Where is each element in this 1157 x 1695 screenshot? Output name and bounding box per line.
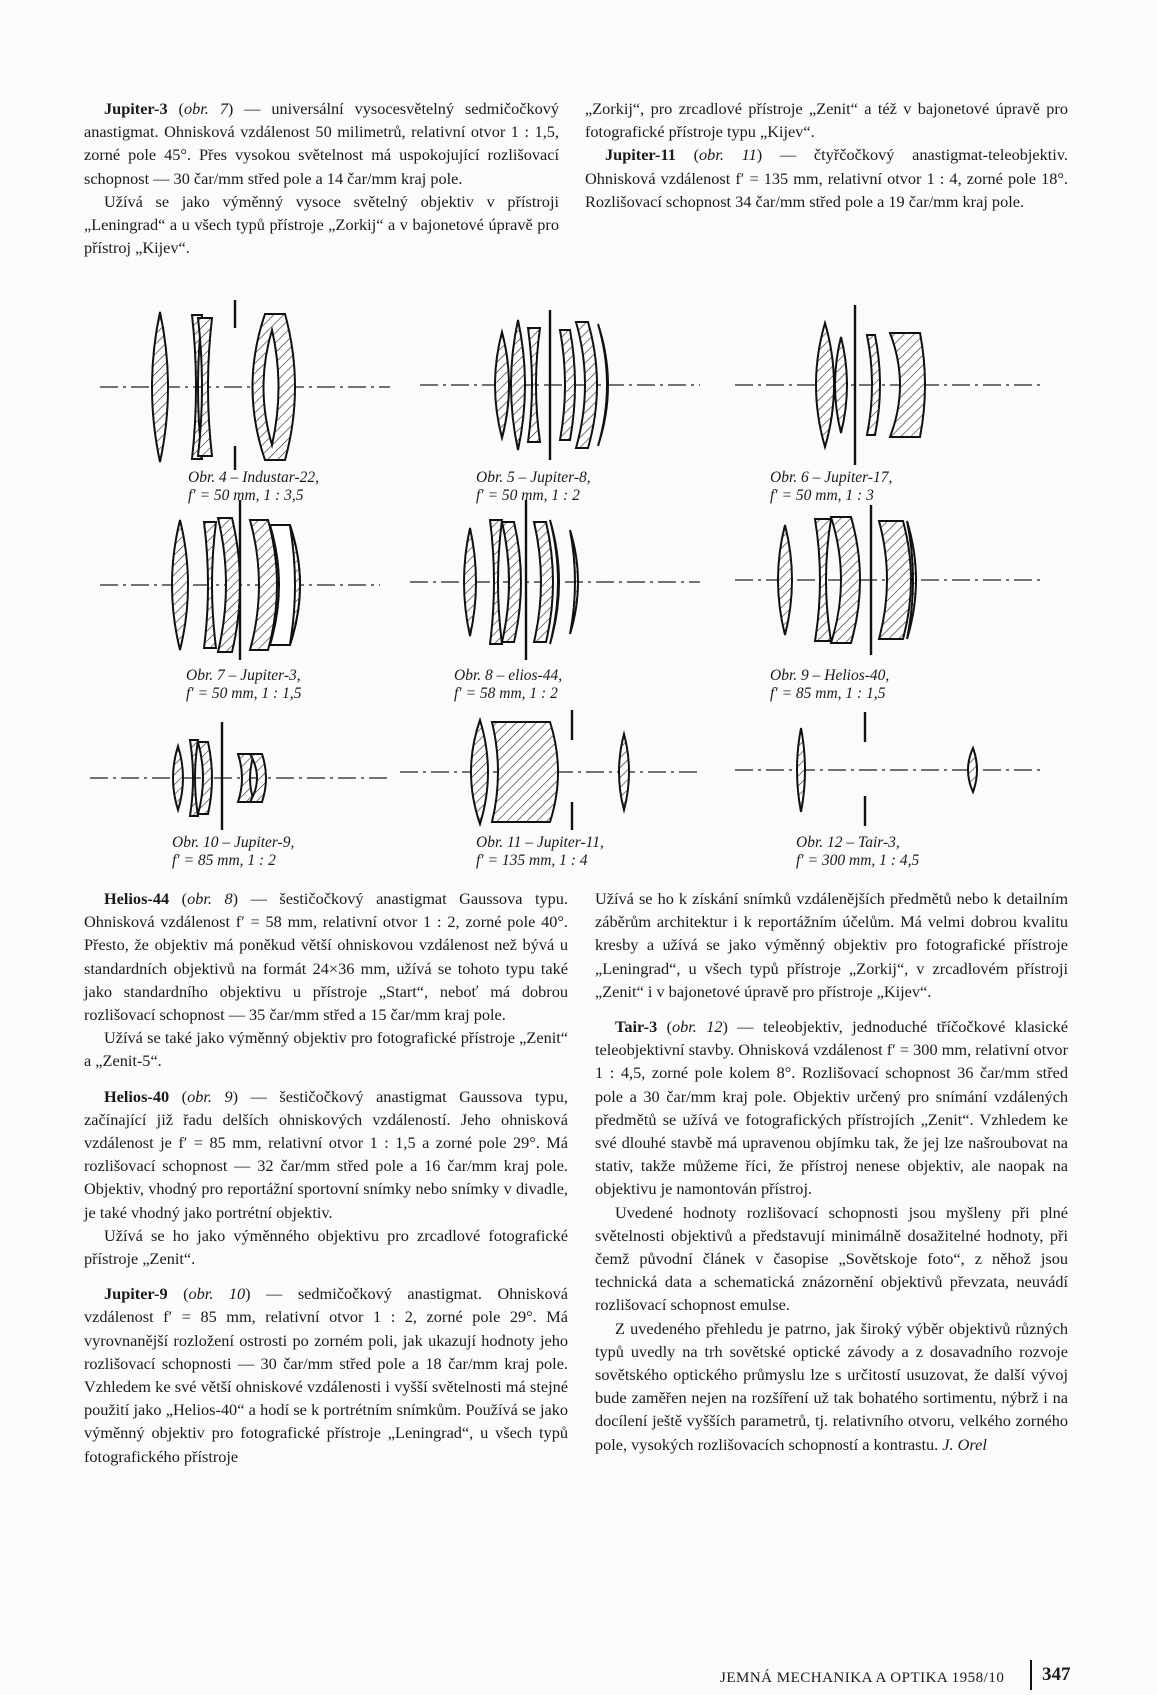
lens-name: Helios-40	[104, 1086, 170, 1106]
lens-name: Jupiter-11	[605, 145, 676, 165]
figure-reference: obr. 9	[187, 1086, 233, 1106]
paragraph	[595, 887, 1068, 1003]
paragraph-text: „Zorkij“, pro zrcadlové přístroje „Zenit“ a též v bajonetové úpravě pro fotografické přístroje typu „Kijev“.	[585, 99, 1068, 142]
paragraph-text: — universální vysocesvětelný sedmičočkový anastigmat. Ohnisková vzdálenost 50 milimetrů, relativní otvor 1 : 1,5, zorné pole 45°. Přes vysokou světelnost má uspokojující rozlišovací schopnost — 30 čar/mm střed pole a 14 čar/mm kraj pole.	[84, 99, 560, 188]
figure-jupiter-17	[735, 305, 1045, 465]
paragraph-text: Užívá se jako výměnný vysoce světelný objektiv v přístroji „Leningrad“ a u všech typů přístroje „Zorkij“ a v bajonetové úpravě pro přístroj „Kijev“.	[84, 191, 559, 258]
paragraph-text: Užívá se ho jako výměnného objektivu pro zrcadlové fotografické přístroje „Zenit“.	[84, 1225, 568, 1269]
figure-industar-22	[100, 300, 390, 470]
figure-caption: Obr. 5 – Jupiter-8, f′ = 50 mm, 1 : 2	[476, 469, 591, 504]
paragraph	[595, 1317, 1068, 1456]
paragraph	[84, 1224, 568, 1270]
figure-tair-3	[735, 710, 1045, 830]
figure-jupiter-8	[420, 310, 700, 460]
text-column-top-left	[84, 97, 559, 259]
figure-helios-40	[735, 505, 1045, 655]
paragraph-text: — šestičočkový anastigmat Gaussova typu. Ohnisková vzdálenost f′ = 58 mm, relativní otvor 1 : 2, zorné pole 40°. Přesto, že objektiv má poněkud větší ohniskovou vzdálenost než bývá u standardních objektivů na formát 24×36 mm, užívá se tohoto typu také jako standardního objektivu u přístroje „Start“, neboť má dobrou rozlišovací schopnost — 35 čar/mm střed a 15 čar/mm kraj pole.	[84, 889, 568, 1025]
paragraph-text: — čtyřčočkový anastigmat-teleobjektiv. Ohnisková vzdálenost f′ = 135 mm, relativní otvor 1 : 4, zorné pole 18°. Rozlišovací schopnost 34 čar/mm střed pole a 19 čar/mm kraj pole.	[585, 145, 1068, 211]
figure-caption: Obr. 6 – Jupiter-17, f′ = 50 mm, 1 : 3	[770, 469, 893, 504]
figure-jupiter-9	[90, 720, 390, 830]
paragraph: Jupiter-3 (obr. 7) — universální vysocesvětelný sedmičočkový anastigmat. Ohnisková vzdálenost 50 milimetrů, relativní otvor 1 : 1,5, zorné pole 45°. Přes vysokou světelnost má uspokojující rozlišovací schopnost — 30 čar/mm střed pole a 14 čar/mm kraj pole.	[84, 99, 560, 188]
paragraph	[84, 190, 559, 260]
paragraph: Jupiter-11 (obr. 11) — čtyřčočkový anastigmat-teleobjektiv. Ohnisková vzdálenost f′ = 135 mm, relativní otvor 1 : 4, zorné pole 18°. Rozlišovací schopnost 34 čar/mm střed pole a 19 čar/mm kraj pole.	[585, 145, 1068, 211]
figure-jupiter-3	[100, 500, 380, 660]
lens-name: Helios-44	[104, 889, 170, 908]
figure-caption: Obr. 10 – Jupiter-9, f′ = 85 mm, 1 : 2	[172, 834, 295, 869]
figure-reference: obr. 7	[183, 99, 228, 118]
figure-reference: obr. 12	[672, 1017, 723, 1037]
paragraph-text: — šestičočkový anastigmat Gaussova typu, začínající již řadu delších ohniskových vzdáleností. Jeho ohnisková vzdálenost je f′ = 85 mm, relativní otvor 1 : 1,5 a zorné pole 29°. Má rozlišovací schopnost — 32 čar/mm střed pole a 16 čar/mm kraj pole. Objektiv, vhodný pro reportážní sportovní snímky nebo snímky v divadle, je také vhodný jako portrétní objektiv.	[84, 1086, 568, 1222]
journal-footer: JEMNÁ MECHANIKA A OPTIKA 1958/10	[720, 1670, 1005, 1686]
paragraph	[84, 1026, 568, 1072]
figure-reference: obr. 8	[187, 889, 233, 908]
figure-helios-44	[410, 500, 700, 660]
figure-caption: Obr. 12 – Tair-3, f′ = 300 mm, 1 : 4,5	[796, 834, 920, 869]
paragraph: Tair-3 (obr. 12) — teleobjektiv, jednoduché tříčočkové klasické teleobjektivní stavby. Ohnisková vzdálenost f′ = 300 mm, relativní otvor 1 : 4,5, zorné pole kolem 8°. Rozlišovací schopnost 36 čar/mm střed pole a 30 čar/mm kraj pole. Objektiv určený pro snímání vzdálených předmětů se užívá ve fotografických přístrojích „Zenit“. Vzhledem ke své dlouhé stavbě má upravenou objímku tak, že jej lze našroubovat na stativ, takže můžeme říci, že přístroj nenese objektiv, ale naopak na objektivu je namontován přístroj.	[595, 1017, 1068, 1199]
author-signature: J. Orel	[942, 1434, 987, 1454]
lens-name: Jupiter-9	[104, 1284, 168, 1304]
text-column-bottom-left	[84, 887, 568, 1468]
lens-name: Jupiter-3	[104, 99, 168, 118]
figure-caption: Obr. 7 – Jupiter-3, f′ = 50 mm, 1 : 1,5	[186, 667, 302, 702]
paragraph-text: — teleobjektiv, jednoduché tříčočkové klasické teleobjektivní stavby. Ohnisková vzdálenost f′ = 300 mm, relativní otvor 1 : 4,5, zorné pole kolem 8°. Rozlišovací schopnost 36 čar/mm střed pole a 30 čar/mm kraj pole. Objektiv určený pro snímání vzdálených předmětů se užívá ve fotografických přístrojích „Zenit“. Vzhledem ke své dlouhé stavbě má upravenou objímku tak, že jej lze našroubovat na stativ, takže můžeme říci, že přístroj nenese objektiv, ale naopak na objektivu je namontován přístroj.	[595, 1017, 1068, 1199]
paragraph-text: Užívá se také jako výměnný objektiv pro fotografické přístroje „Zenit“ a „Zenit-5“.	[84, 1028, 568, 1071]
paragraph-text: Užívá se ho k získání snímků vzdálenějších předmětů nebo k detailním záběrům architektur i k reportážním účelům. Má velmi dobrou kvalitu kresby a užívá se jako výměnný objektiv pro fotografické přístroje „Leningrad“, u všech typů přístroje „Zorkij“, v zrcadlovém přístroji „Zenit“ i v bajonetové úpravě pro přístroje „Kijev“.	[595, 889, 1068, 1001]
lens-name: Tair-3	[615, 1017, 658, 1037]
text-column-bottom-right	[595, 887, 1068, 1456]
page-number: 347	[1042, 1664, 1071, 1685]
paragraph: Helios-44 (obr. 8) — šestičočkový anastigmat Gaussova typu. Ohnisková vzdálenost f′ = 58 mm, relativní otvor 1 : 2, zorné pole 40°. Přesto, že objektiv má poněkud větší ohniskovou vzdálenost než bývá u standardních objektivů na formát 24×36 mm, užívá se tohoto typu také jako standardního objektivu u přístroje „Start“, neboť má dobrou rozlišovací schopnost — 35 čar/mm střed a 15 čar/mm kraj pole.	[84, 889, 568, 1025]
paragraph: Jupiter-9 (obr. 10) — sedmičočkový anastigmat. Ohnisková vzdálenost f′ = 85 mm, relativní otvor 1 : 2, zorné pole 29°. Má vyrovnanější rozložení ostrosti po zorném poli, jak ukazují hodnoty jeho rozlišovací schopnosti — 30 čar/mm střed pole a 18 čar/mm kraj pole. Vzhledem ke své větší ohniskové vzdálenosti i vyšší světelnosti má stejné použití jako „Helios-40“ a hodí se k portrétním snímkům. Používá se jako výměnný objektiv pro fotografické přístroje „Leningrad“, u všech typů fotografického přístroje	[84, 1284, 568, 1466]
text-column-top-right	[585, 97, 1068, 213]
figure-caption: Obr. 4 – Industar-22, f′ = 50 mm, 1 : 3,5	[188, 469, 320, 504]
footer-divider	[1030, 1660, 1032, 1690]
paragraph-text: Z uvedeného přehledu je patrno, jak široký výběr objektivů různých typů uvedly na trh sovětské optické závody a z dosavadního rozvoje sovětského optického průmyslu lze s určitostí usuzovat, že další vývoj bude zaměřen nejen na rozšíření už tak bohatého sortimentu, nýbrž i na docílení ještě vyšších parametrů, tj. relativního otvoru, velkého zorného pole, vysokých rozlišovacích schopností a kontrastu.	[595, 1318, 1068, 1454]
figure-caption: Obr. 9 – Helios-40, f′ = 85 mm, 1 : 1,5	[770, 667, 890, 702]
figure-caption: Obr. 8 – elios-44, f′ = 58 mm, 1 : 2	[454, 667, 563, 702]
paragraph-text: — sedmičočkový anastigmat. Ohnisková vzdálenost f′ = 85 mm, relativní otvor 1 : 2, zorné pole 29°. Má vyrovnanější rozložení ostrosti po zorném poli, jak ukazují hodnoty jeho rozlišovací schopnosti — 30 čar/mm střed pole a 18 čar/mm kraj pole. Vzhledem ke své větší ohniskové vzdálenosti i vyšší světelnosti má stejné použití jako „Helios-40“ a hodí se k portrétním snímkům. Používá se jako výměnný objektiv pro fotografické přístroje „Leningrad“, u všech typů fotografického přístroje	[84, 1284, 568, 1466]
figure-reference: obr. 11	[699, 145, 757, 165]
figure-jupiter-11	[400, 710, 700, 830]
paragraph: Helios-40 (obr. 9) — šestičočkový anastigmat Gaussova typu, začínající již řadu delších ohniskových vzdáleností. Jeho ohnisková vzdálenost je f′ = 85 mm, relativní otvor 1 : 1,5 a zorné pole 29°. Má rozlišovací schopnost — 32 čar/mm střed pole a 16 čar/mm kraj pole. Objektiv, vhodný pro reportážní sportovní snímky nebo snímky v divadle, je také vhodný jako portrétní objektiv.	[84, 1086, 568, 1222]
figure-caption: Obr. 11 – Jupiter-11, f′ = 135 mm, 1 : 4	[476, 834, 604, 869]
figure-reference: obr. 10	[188, 1284, 246, 1304]
paragraph-text: Uvedené hodnoty rozlišovací schopnosti jsou myšleny při plné světelnosti objektivů a představují minimálně dosažitelné hodnoty, při čemž původní článek v časopise „Sovětskoje foto“, z něhož jsou technická data a schematická znázornění objektivů převzata, neuvádí rozlišovací schopnost emulse.	[595, 1202, 1068, 1315]
paragraph	[585, 97, 1068, 143]
paragraph	[595, 1201, 1068, 1317]
